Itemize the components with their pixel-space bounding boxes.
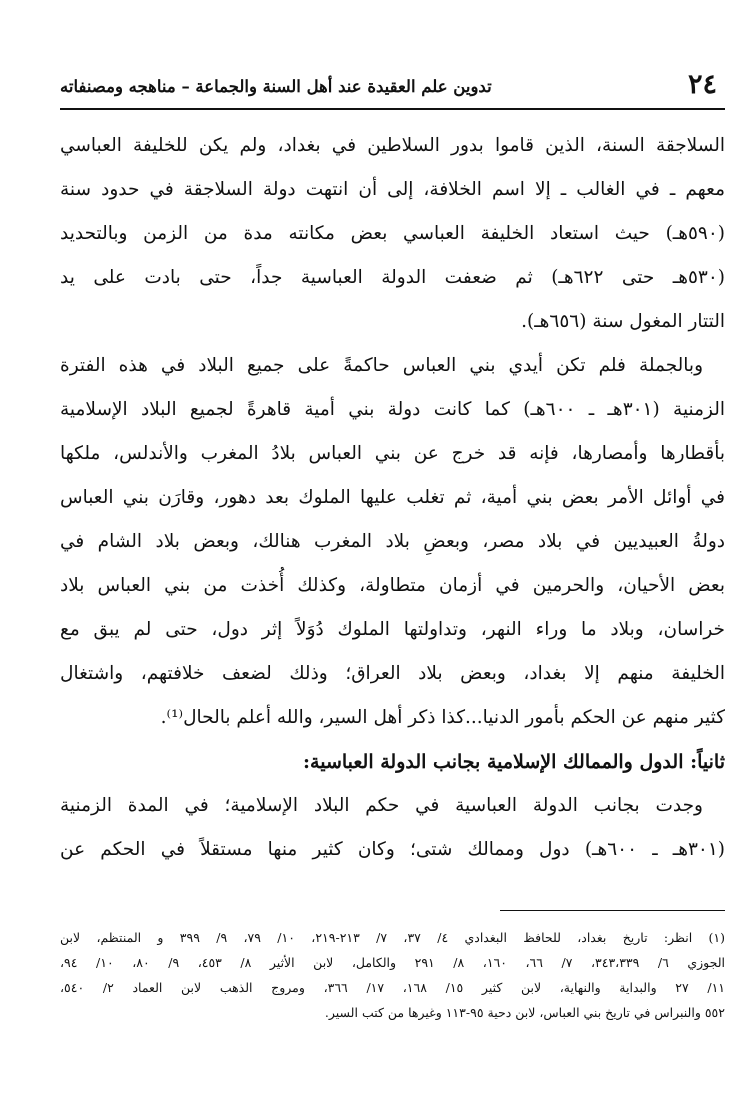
running-title: تدوين علم العقيدة عند أهل السنة والجماعة – مناهجه ومصنفاته bbox=[60, 77, 492, 96]
text-line: (٣٠١هـ ـ ٦٠٠هـ) دول وممالك شتى؛ وكان كثير منها مستقلاً في الحكم عن bbox=[60, 839, 725, 860]
footnote-line: (١) انظر: تاريخ بغداد، للحافظ البغدادي ٤/ ٣٧، ٧/ ٢١٣-٢١٩، ١٠/ ٧٩، ٩/ ٣٩٩ و المنتظم، لابن bbox=[60, 930, 725, 945]
footnote-line: ١١/ ٢٧ والبداية والنهاية، لابن كثير ١٥/ ١٦٨، ١٧/ ٣٦٦، ومروج الذهب لابن العماد ٢/ ٥٤٠، bbox=[60, 980, 725, 995]
text-line: كثير منهم عن الحكم بأمور الدنيا...كذا ذكر أهل السير، والله أعلم بالحال⁽¹⁾. bbox=[160, 707, 725, 728]
footnote-rule bbox=[500, 910, 725, 911]
text-line: بأقطارها وأمصارها، فإنه قد خرج عن بني العباس بلادُ المغرب والأندلس، ملكها bbox=[60, 443, 725, 464]
section-heading: ثانياً: الدول والممالك الإسلامية بجانب الدولة العباسية: bbox=[303, 751, 725, 773]
text-line: وجدت بجانب الدولة العباسية في حكم البلاد الإسلامية؛ في المدة الزمنية bbox=[60, 795, 703, 816]
text-line: دولةُ العبيديين في بلاد مصر، وبعضِ بلاد المغرب هنالك، وبعض بلاد الشام في bbox=[60, 531, 725, 552]
header-rule bbox=[60, 108, 725, 110]
text-line: الخليفة منهم إلا بغداد، وبعض بلاد العراق؛ وذلك لضعف خلافتهم، واشتغال bbox=[60, 663, 725, 684]
text-line: وبالجملة فلم تكن أيدي بني العباس حاكمةً على جميع البلاد في هذه الفترة bbox=[60, 355, 703, 376]
footnote-line: الجوزي ٦/ ٣٤٣،٣٣٩، ٧/ ٦٦، ١٦٠، ٨/ ٢٩١ والكامل، لابن الأثير ٨/ ٤٥٣، ٩/ ٨٠، ١٠/ ٩٤، bbox=[60, 955, 725, 970]
text-line: معهم ـ في الغالب ـ إلا اسم الخلافة، إلى أن انتهت دولة السلاجقة في حدود سنة bbox=[60, 179, 725, 200]
text-line: خراسان، وبلاد ما وراء النهر، وتداولتها الملوك دُوَلاً إثر دول، حتى لم يبق مع bbox=[60, 619, 725, 640]
footnote bbox=[60, 925, 725, 1025]
text-line: الزمنية (٣٠١هـ ـ ٦٠٠هـ) كما كانت دولة بني أمية قاهرةً لجميع البلاد الإسلامية bbox=[60, 399, 725, 420]
text-line: (٥٣٠هـ حتى ٦٢٢هـ) ثم ضعفت الدولة العباسية جداً، حتى بادت على يد bbox=[60, 267, 725, 288]
footnote-line: ٥٥٢ والنبراس في تاريخ بني العباس، لابن دحية ٩٥-١١٣ وغيرها من كتب السير. bbox=[324, 1005, 725, 1020]
text-line: (٥٩٠هـ) حيث استعاد الخليفة العباسي بعض مكانته مدة من الزمن وبالتحديد bbox=[60, 223, 725, 244]
page-number: ٢٤ bbox=[687, 69, 717, 100]
text-line: بعض الأحيان، والحرمين في أزمان متطاولة، وكذلك أُخذت من بني العباس بلاد bbox=[60, 575, 725, 596]
page-header bbox=[60, 70, 725, 104]
main-text bbox=[60, 124, 725, 872]
text-line: في أوائل الأمر بعض بني أمية، ثم تغلب عليها الملوك بعد دهور، وقارَن بني العباس bbox=[60, 487, 725, 508]
text-line: السلاجقة السنة، الذين قاموا بدور السلاطين في بغداد، ولم يكن للخليفة العباسي bbox=[60, 135, 725, 156]
text-line: التتار المغول سنة (٦٥٦هـ). bbox=[521, 311, 725, 332]
